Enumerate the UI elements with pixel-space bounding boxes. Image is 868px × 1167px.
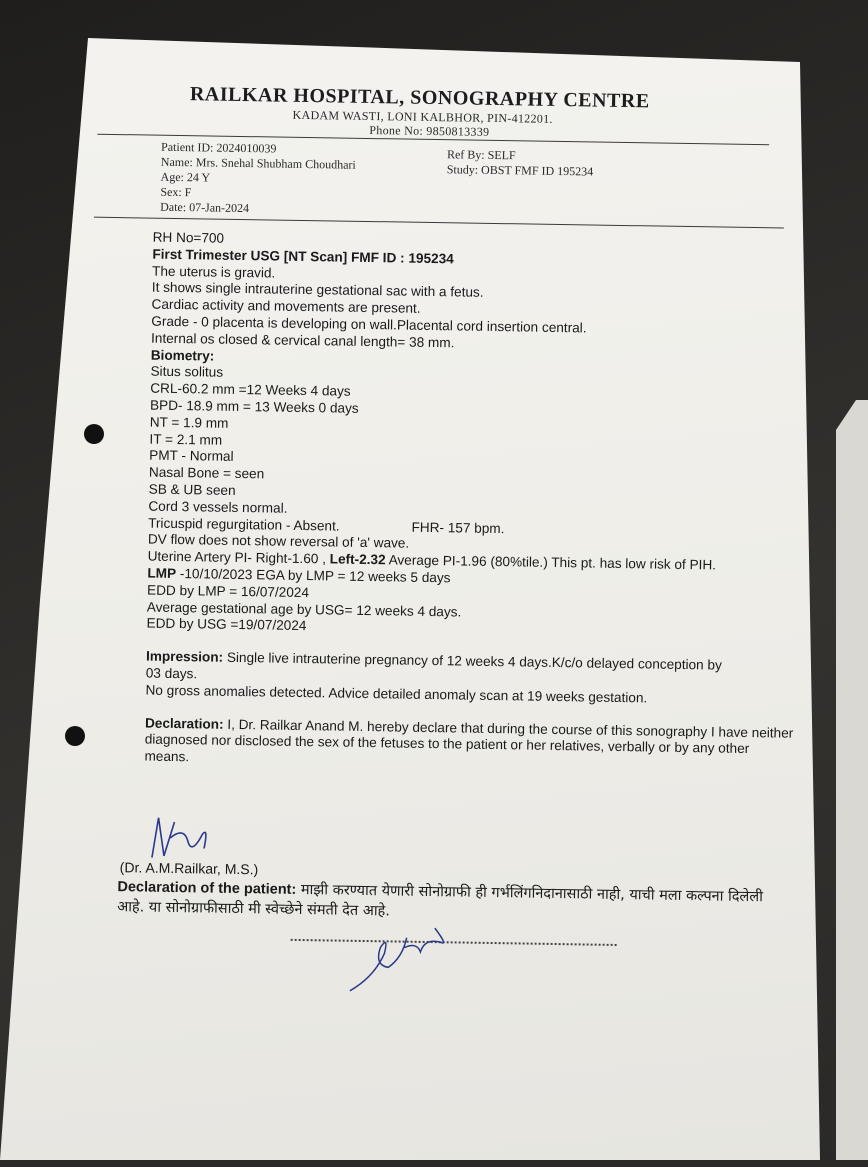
hospital-phone: Phone No: 9850813339 (369, 122, 490, 139)
finding-line: Internal os closed & cervical canal length= 38 mm. (150, 330, 455, 351)
ref-by: Ref By: SELF (446, 147, 516, 163)
report-date: Date: 07-Jan-2024 (160, 199, 250, 216)
finding-line: It shows single intrauterine gestational sac with a fetus. (151, 279, 484, 301)
impression-advice: No gross anomalies detected. Advice detailed anomaly scan at 19 weeks gestation. (145, 682, 648, 706)
biometry-line: Situs solitus (150, 363, 224, 381)
hospital-name: RAILKAR HOSPITAL, SONOGRAPHY CENTRE (189, 83, 650, 113)
biometry-line: SB & UB seen (148, 481, 236, 498)
finding-line: The uterus is gravid. (152, 263, 276, 281)
patient-name: Name: Mrs. Snehal Shubham Choudhari (160, 154, 356, 172)
declaration-label: Declaration: (144, 715, 224, 732)
biometry-line: PMT - Normal (149, 447, 234, 465)
patient-id: Patient ID: 2024010039 (160, 139, 277, 156)
tricuspid: Tricuspid regurgitation - Absent. (148, 515, 340, 534)
doctor-name: (Dr. A.M.Railkar, M.S.) (119, 859, 259, 878)
impression-label: Impression: (145, 648, 224, 665)
patient-age: Age: 24 Y (160, 169, 211, 185)
punch-hole (65, 726, 85, 746)
edd-lmp: EDD by LMP = 16/07/2024 (147, 582, 310, 600)
declaration-text: I, Dr. Railkar Anand M. hereby declare that during the course of this sonography I have neither diagnosed nor disclosed the sex of the fetuses to the patient or her relatives, verbally or by any other means. (144, 716, 794, 765)
uterine-average: Average PI-1.96 (80%tile.) This pt. has low risk of PIH. (385, 552, 717, 573)
uterine-right: Uterine Artery PI- Right-1.60 , (147, 548, 330, 567)
report-body (144, 230, 792, 776)
edd-usg: EDD by USG =19/07/2024 (146, 615, 307, 634)
finding-line: Cardiac activity and movements are present. (151, 296, 421, 317)
biometry-line: CRL-60.2 mm =12 Weeks 4 days (150, 380, 351, 399)
impression-text: Single live intrauterine pregnancy of 12 weeks 4 days.K/c/o delayed conception by 03 days. (145, 649, 722, 682)
uterine-left: Left-2.32 (329, 551, 386, 568)
rh-number: RH No=700 (152, 229, 225, 246)
lmp-label: LMP (147, 565, 177, 581)
biometry-line: IT = 2.1 mm (149, 431, 223, 448)
patient-signature (344, 917, 455, 999)
patient-sex: Sex: F (160, 184, 192, 200)
dv-flow: DV flow does not show reversal of 'a' wave. (147, 531, 410, 552)
avg-ga: Average gestational age by USG= 12 weeks 4 days. (146, 599, 462, 620)
hospital-address: KADAM WASTI, LONI KALBHOR, PIN-412201. (292, 107, 553, 126)
biometry-line: NT = 1.9 mm (149, 414, 229, 431)
lmp-value: -10/10/2023 EGA by LMP = 12 weeks 5 days (175, 565, 451, 586)
finding-line: Grade - 0 placenta is developing on wall.Placental cord insertion central. (151, 313, 587, 336)
declaration (144, 715, 795, 776)
fhr: FHR- 157 bpm. (411, 519, 505, 536)
biometry-line: Cord 3 vessels normal. (148, 498, 288, 516)
biometry-line: BPD- 18.9 mm = 13 Weeks 0 days (149, 397, 359, 416)
patient-info-rule (94, 217, 784, 229)
patient-declaration-text: माझी करण्यात येणारी सोनोग्राफी ही गर्भलिंगनिदानासाठी नाही, याची मला कल्पना दिलेली आहे. या सोनोग्राफीसाठी मी स्वेच्छेने संमती देत आहे. (117, 881, 764, 920)
report-title: First Trimester USG [NT Scan] FMF ID : 195234 (152, 246, 454, 267)
biometry-heading: Biometry: (150, 347, 215, 364)
patient-declaration-label: Declaration of the patient: (117, 879, 297, 898)
punch-hole (84, 424, 104, 444)
study: Study: OBST FMF ID 195234 (446, 162, 594, 179)
biometry-line: Nasal Bone = seen (148, 464, 265, 482)
